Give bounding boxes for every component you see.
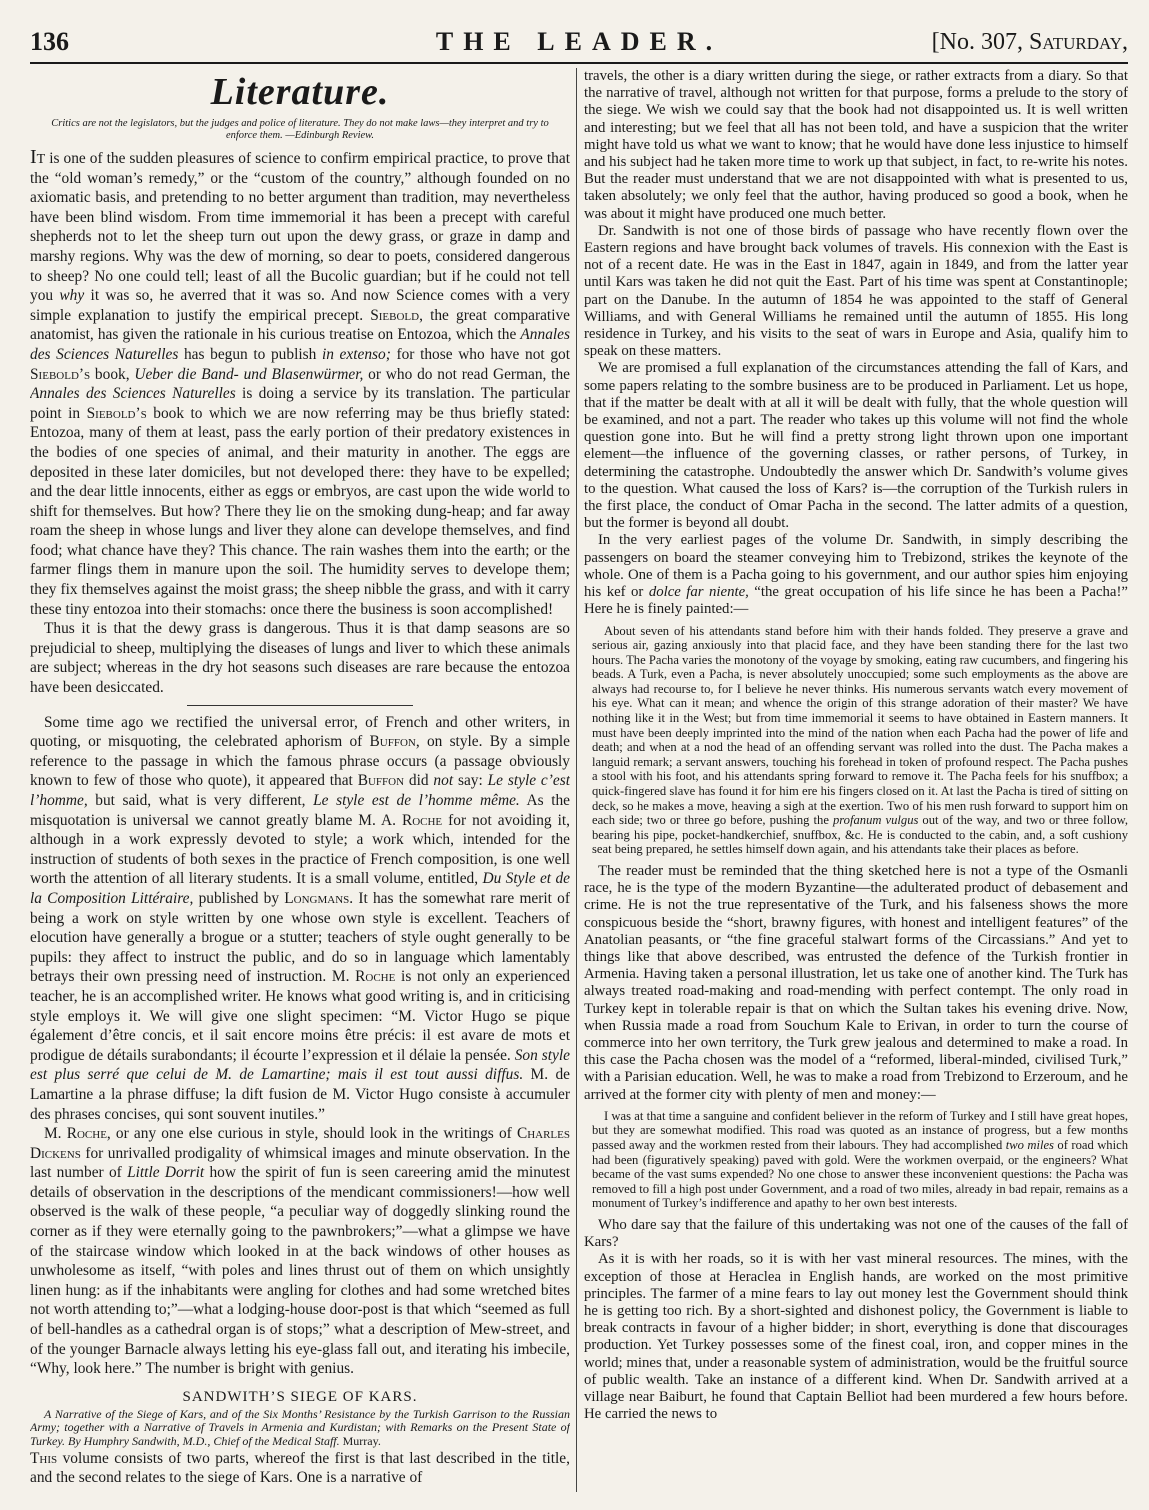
entozoa-paragraph: It is one of the sudden pleasures of science to confirm empirical practice, to prove that the “old woman’s remedy,” or the “custom of the country,” although founded on no axiomatic basis, and pretending to no better argument than tradition, may nevertheless have been blind wisdom. From time immemorial it has been a precept with careful shepherds not to let the sheep turn out upon the dewy grass, or graze in damp and marshy regions. Why was the dew of morning, so dear to poets, considered dangerous to sheep? No one could tell; least of all the Bucolic guardian; but if he could not tell you why it was so, he averred that it was so. And now Science comes with a very simple explanation to justify the empirical precept. Siebold, the great comparative anatomist, has given the rationale in his curious treatise on Entozoa, which the Annales des Sciences Naturelles has begun to publish in extenso; for those who have not got Siebold’s book, Ueber die Band- und Blasenwürmer, or who do not read German, the Annales des Sciences Naturelles is doing a service by its translation. The particular point in Siebold’s book to which we are now referring may be thus briefly stated: Entozoa, many of them at least, pass the early portion of their predatory existences in the bodies of one species of animal, and their maturity in another. The eggs are deposited in these later domiciles, but not developed there: they have to be expelled; and the dear little innocents, either as eggs or embryos, are cast upon the wide world to shift for themselves. But how? There they lie on the smoking dung-heap; and far away roam the sheep in whose lungs and liver they alone can develope themselves, and find food; what chance have they? This chance. The rain washes them into the earth; or the farmer flings them in manure upon the soil. The humidity serves to develope them; they fix themselves against the moist grass; the sheep nibble the grass, and with it carry these tiny entozoa into their stomachs: once there the business is soon accomplished!	[30, 146, 570, 618]
buffon-paragraph: Some time ago we rectified the universal error, of French and other writers, in quoting, or misquoting, the celebrated aphorism of Buffon, on style. By a simple reference to the passage in which the famous phrase occurs (a passage obviously known to few of those who quote), it appeared that Buffon did not say: Le style c’est l’homme, but said, what is very different, Le style est de l’homme même. As the misquotation is universal we cannot greatly blame M. A. Roche for not avoiding it, although in a work expressly devoted to style; a work which, intended for the instruction of students of both sexes in the practice of French composition, is one well worth the attention of all literary students. It is a small volume, entitled, Du Style et de la Composition Littéraire, published by Longmans. It has the somewhat rare merit of being a work on style written by one whose own style is excellent. Teachers of elocution have generally a brogue or a stutter; teachers of style ought generally to be pupils: they affect to instruct the public, and do so in language which lamentably betrays their own pressing need of instruction. M. Roche is not only an experienced teacher, he is an accomplished writer. He knows what good writing is, and in criticising style employs it. We will give one slight specimen: “M. Victor Hugo se pique également d’être concis, et il sait encore moins être précis: il est avare de mots et prodigue de détails surabondants; il écourte l’expression et il délaie la pensée. Son style est plus serré que celui de M. de Lamartine; mais il est tout aussi diffus. M. de Lamartine a la phrase diffuse; la dift fusion de M. Victor Hugo consiste à accumuler des phrases concises, qui sont souvent inutiles.”	[30, 713, 570, 1123]
review-title: SANDWITH’S SIEGE OF KARS.	[182, 1388, 418, 1405]
section-title: Literature.	[210, 71, 390, 113]
sandwith-background-paragraph: Dr. Sandwith is not one of those birds of passage who have recently flown over the Eastern regions and have brought back volumes of travels. His connexion with the East is not of a recent date. He was in the East in 1847, again in 1849, and from the latter year until Kars was taken he did not quit the East. Part of his time was spent at Constantinople; part on the Danube. In the autumn of 1854 he was appointed to the staff of General Williams, and with General Williams he remained until the autumn of 1855. His long residence in Turkey, and his visits to the seat of wars in Europe and Asia, qualify him to speak on these matters.	[584, 222, 1128, 360]
pacha-quotation: About seven of his attendants stand before him with their hands folded. They preserve a grave and serious air, gazing anxiously into that placid face, and they have been standing there for the last two hours. The Pacha varies the monotony of the voyage by smoking, eating raw cucumbers, and fingering his beads. A Turk, even a Pacha, is never absolutely unoccupied; some such employments as the above are always had recourse to, for I believe he never thinks. His numerous servants watch every movement of his eye. What can it mean; and whence the origin of this strange adoration of their master? We have nothing like it in the West; but from time immemorial it seems to have obtained in Eastern manners. It must have been deeply imprinted into the mind of the nation when each Pacha had the power of life and death; and when at a nod the head of an offending servant was rolled into the dust. The Pacha makes a languid remark; a servant answers, touching his forehead in token of profound respect. The Pacha pushes a stool with his foot, and his attendants spring forward to remove it. The Pacha feels for his snuffbox; a quick-fingered slave has found it for him ere his fingers closed on it. At last the Pacha is tired of sitting on deck, so he makes a move, heaving a sigh at the exertion. Two of his men rush forward to support him on each side; two or three go before, pushing the profanum vulgus out of the way, and two or three follow, bearing his pipe, pocket-handkerchief, snuffbox, &c. He is conducted to the cabin, and, a soft cushiony seat being prepared, he settles himself down again, and his attendants take their places as before.	[592, 623, 1128, 857]
running-head	[30, 22, 1128, 64]
fall-of-kars-paragraph: We are promised a full explanation of the circumstances attending the fall of Kars, and some papers relating to the sombre business are to be produced in Parliament. Let us hope, that if the matter be dealt with at all it will be dealt with fully, that the whole question will be examined, and not a part. The reader who takes up this volume will not find the whole question gone into. But he will find a pretty strong light thrown upon one important element—the influence of the governing classes, or rather persons, of Turkey, in determining the catastrophe. Undoubtedly the answer which Dr. Sandwith’s volume gives to the question. What caused the loss of Kars? is—the corruption of the Turkish rulers in the first place, the conduct of Omar Pacha in the second. The latter admits of a question, but the former is beyond all doubt.	[584, 360, 1128, 532]
failure-paragraph: Who dare say that the failure of this undertaking was not one of the causes of the fall of Kars?	[584, 1217, 1128, 1251]
dickens-paragraph: M. Roche, or any one else curious in style, should look in the writings of Charles Dickens for unrivalled prodigality of whimsical images and minute observation. In the last number of Little Dorrit how the spirit of fun is seen careering amid the minutest details of observation in the descriptions of the mendicant commissioners!—how well observed is the walk of these people, “a peculiar way of doggedly slinking round the corner as if they were eternally going to the pawnbrokers;”—what a glimpse we have of the staircase window which looked in at the back windows of other houses as unwholesome as itself, “with poles and lines thrust out of them on which unsightly linen hung: as if the inhabitants were angling for clothes and had some wretched bites not worth attending to;”—what a lodging-house door-post is that which “seemed as full of bell-handles as a cathedral organ is of stops;” what a description of Mew-street, and of the younger Barnacle always letting his eye-glass fall out, and iterating his imbecile, “Why, look here.” The number is bright with genius.	[30, 1125, 570, 1378]
review-opening-paragraph: This volume consists of two parts, whereof the first is that last described in the title, and the second relates to the siege of Kars. One is a narrative of	[30, 1449, 570, 1487]
issue-day: Saturday,	[1028, 29, 1128, 55]
left-column	[30, 68, 570, 1492]
epigraph-text: Critics are not the legislators, but the judges and police of literature. They do not make laws—they interpret and try to enforce them.	[51, 118, 549, 141]
review-bibliographic-note: A Narrative of the Siege of Kars, and of the Six Months’ Resistance by the Turkish Garrison to the Russian Army; together with a Narrative of Travels in Armenia and Kurdistan; with Remarks on the Present State of Turkey. By Humphry Sandwith, M.D., Chief of the Medical Staff. Murray.	[30, 1406, 570, 1448]
review-publisher: Murray.	[342, 1434, 381, 1448]
byzantine-paragraph: The reader must be reminded that the thing sketched here is not a type of the Osmanli race, he is the type of the modern Byzantine—the adulterated product of debasement and crime. He is not the true representative of the Turk, and his falseness shows the more conspicuous beside the “short, brawny figures, with honest and intelligent features” of the Anatolian peasants, or “the fine graceful stalwart forms of the Circassians.” And yet to things like that above described, was entrusted the defence of the Turkish frontier in Armenia. Having taken a personal illustration, let us take one of another kind. The Turk has always treated road-making and road-mending with perfect contempt. The only road in Turkey kept in tolerable repair is that on which the Sultan takes his evening drive. Now, when Russia made a road from Souchum Kale to Erivan, in order to turn the course of commerce into her own territory, the Turk grew jealous and determined to make a road. In this case the Pacha chosen was the model of a “reformed, liberal-minded, civilised Turk,” with a Parisian education. Well, he was to make a road from Trebizond to Erzeroum, and he arrived at the former city with plenty of men and money:—	[584, 863, 1128, 1103]
issue-info	[932, 22, 1128, 62]
article-columns	[30, 68, 1128, 1492]
newspaper-page	[30, 22, 1128, 1492]
publication-title: THE LEADER.	[435, 27, 723, 56]
pacha-intro-paragraph: In the very earliest pages of the volume Dr. Sandwith, in simply describing the passengers on board the steamer conveying him to Trebizond, strikes the keynote of the whole. One of them is a Pacha going to his government, and our author spies him enjoying his kef or dolce far niente, “the great occupation of his life since he has been a Pacha!” Here he is finely painted:—	[584, 532, 1128, 618]
review-continuation-paragraph: travels, the other is a diary written during the siege, or rather extracts from a diary. So that the narrative of travel, although not written for that purpose, forms a prelude to the story of the siege. We wish we could say that the book had not disappointed us. It is well written and interesting; but we feel that all has not been told, and have a suspicion that the writer might have told us what we want to know; that he would have done less injustice to himself and his subject had he taken more time to work up that subject, in fact, to re-write his notes. But the reader must understand that we are not disappointed with what is presented to us, taken absolutely; we only feel that the author, having produced so good a book, when he was about it might have produced one much better.	[584, 68, 1128, 222]
issue-number: [No. 307,	[931, 29, 1023, 55]
dewy-grass-paragraph: Thus it is that the dewy grass is dangerous. Thus it is that damp seasons are so prejudicial to sheep, multiplying the diseases of lungs and liver to which these animals are subject; whereas in the dry hot seasons such diseases are rare because the entozoa have been desiccated.	[30, 620, 570, 697]
mineral-resources-paragraph: As it is with her roads, so it is with her vast mineral resources. The mines, with the exception of those at Heraclea in English hands, are worked on the most primitive principles. The farmer of a mine fears to lay out money lest the Government should think he is getting too rich. By a short-sighted and dishonest policy, the Government is liable to break contracts in favour of a higher bidder; in short, everything is done that discourages production. Yet Turkey possesses some of the finest coal, iron, and copper mines in the world; mines that, under a reasonable system of administration, would be the fruitful source of public wealth. Take an instance of a different kind. When Dr. Sandwith arrived at a village near Baiburt, he found that Captain Belliot had been murdered a few hours before. He carried the news to	[584, 1251, 1128, 1423]
right-column	[584, 68, 1128, 1492]
road-quotation: I was at that time a sanguine and confident believer in the reform of Turkey and I still have great hopes, but they are somewhat modified. This road was quoted as an instance of progress, but a few months passed away and the workmen rested from their labours. They had accomplished two miles of road which had been (figuratively speaking) paved with gold. Were the workmen overpaid, or the engineers? What became of the vast sums expended? No one chose to answer these inconvenient questions: the Pacha was removed to fill a high post under Government, and a road of two miles, already in bad repair, remains as a monument of Turkey’s indifference and apathy to her own best interests.	[592, 1108, 1128, 1211]
epigraph-source: —Edinburgh Review.	[285, 130, 375, 141]
column-divider	[576, 68, 577, 1492]
section-separator	[187, 705, 414, 706]
page-number: 136	[30, 27, 69, 56]
section-epigraph	[36, 118, 564, 142]
